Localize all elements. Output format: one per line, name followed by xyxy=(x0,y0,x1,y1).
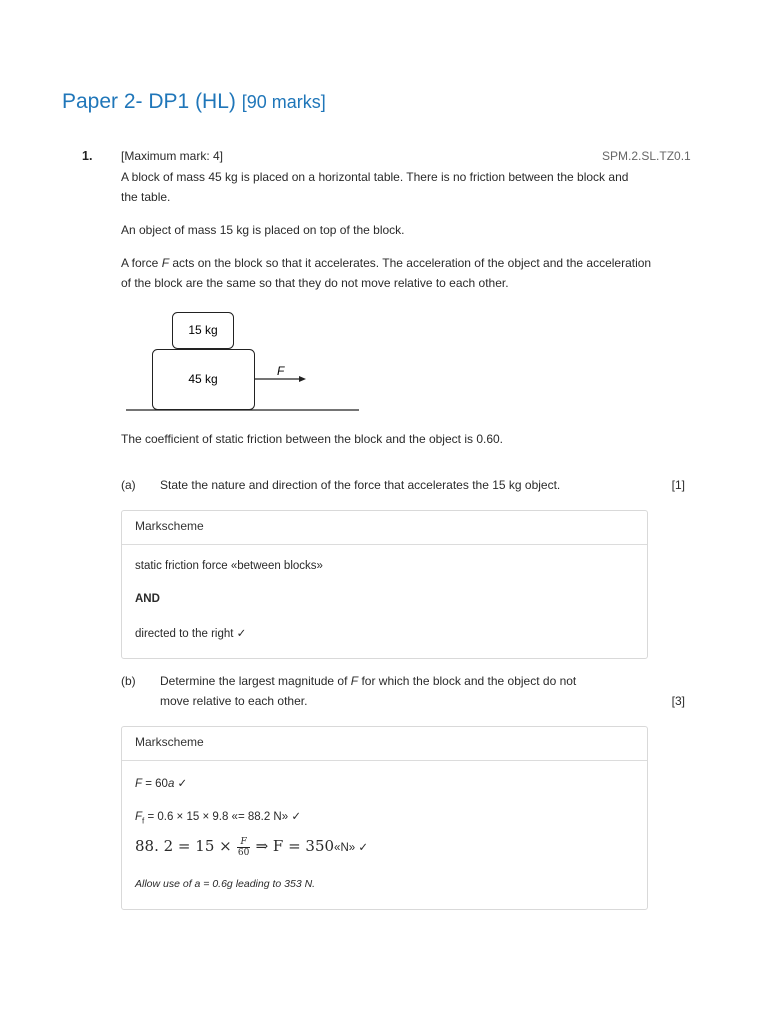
markscheme-line: static friction force «between blocks» xyxy=(135,560,323,572)
markscheme-equation-3 xyxy=(135,837,368,858)
question-text: Determine the largest magnitude of xyxy=(160,674,351,688)
equation-text: ⇒ F = 350 xyxy=(255,837,335,855)
equation-variable: F xyxy=(135,778,143,790)
markscheme-line: directed to the right ✓ xyxy=(135,628,247,640)
markscheme-line: AND xyxy=(135,593,160,605)
page-title xyxy=(62,90,326,114)
markscheme-note: Allow use of a = 0.6g leading to 353 N. xyxy=(135,878,316,890)
part-b-question-line-2: move relative to each other. xyxy=(160,694,308,708)
force-arrow-head xyxy=(299,376,306,382)
equation-unit: «N» ✓ xyxy=(334,842,368,854)
equation-text: = 0.6 × 15 × 9.8 «= 88.2 N» ✓ xyxy=(144,811,301,823)
part-a-markscheme xyxy=(121,510,648,659)
part-a-question: State the nature and direction of the force that accelerates the 15 kg object. xyxy=(160,478,561,492)
markscheme-equation-1 xyxy=(135,776,187,790)
part-b-markscheme xyxy=(121,726,648,910)
question-max-mark: [Maximum mark: 4] xyxy=(121,149,224,163)
stem-paragraph-1-line-1: A block of mass 45 kg is placed on a horizontal table. There is no friction between the block and xyxy=(121,170,629,184)
force-symbol: F xyxy=(161,256,170,270)
equation-variable: F xyxy=(135,811,143,823)
blocks-diagram xyxy=(120,306,370,418)
stem-paragraph-1-line-2: the table. xyxy=(121,190,171,204)
force-symbol: F xyxy=(350,674,359,688)
part-a-label: (a) xyxy=(121,478,136,492)
part-a-marks: [1] xyxy=(671,478,685,492)
equation-text: = 60 xyxy=(142,778,168,790)
force-label: F xyxy=(277,364,285,378)
stem-paragraph-3-line-2: of the block are the same so that they do not move relative to each other. xyxy=(121,276,509,290)
stem-text: A force xyxy=(121,256,162,270)
tick-mark: ✓ xyxy=(174,778,188,790)
question-text: for which the block and the object do not xyxy=(358,674,577,688)
equation-variable: a xyxy=(167,778,175,790)
question-code: SPM.2.SL.TZ0.1 xyxy=(602,149,691,163)
bottom-block-label: 45 kg xyxy=(188,372,218,386)
friction-coefficient-text: The coefficient of static friction between the block and the object is 0.60. xyxy=(121,432,504,446)
fraction-denominator: 60 xyxy=(237,848,250,859)
equation-fraction xyxy=(237,837,250,858)
paper-total-marks: [90 marks] xyxy=(241,92,326,112)
equation-text: 88. 2 = 15 × xyxy=(135,837,232,855)
paper-title: Paper 2- DP1 (HL) xyxy=(62,90,236,113)
fraction-numerator: F xyxy=(237,837,250,848)
equation-subscript: f xyxy=(142,816,145,826)
stem-text: acts on the block so that it accelerates. The acceleration of the object and the acceleration xyxy=(169,256,652,270)
part-b-question-line-1 xyxy=(160,671,576,691)
markscheme-equation-2 xyxy=(135,809,301,825)
markscheme-heading: Markscheme xyxy=(122,727,647,761)
top-block-label: 15 kg xyxy=(188,323,218,337)
stem-paragraph-3-line-1 xyxy=(121,253,651,273)
part-b-label: (b) xyxy=(121,674,136,688)
markscheme-heading: Markscheme xyxy=(122,511,647,545)
stem-paragraph-2: An object of mass 15 kg is placed on top of the block. xyxy=(121,223,405,237)
part-b-marks: [3] xyxy=(671,694,685,708)
question-number: 1. xyxy=(82,149,93,163)
